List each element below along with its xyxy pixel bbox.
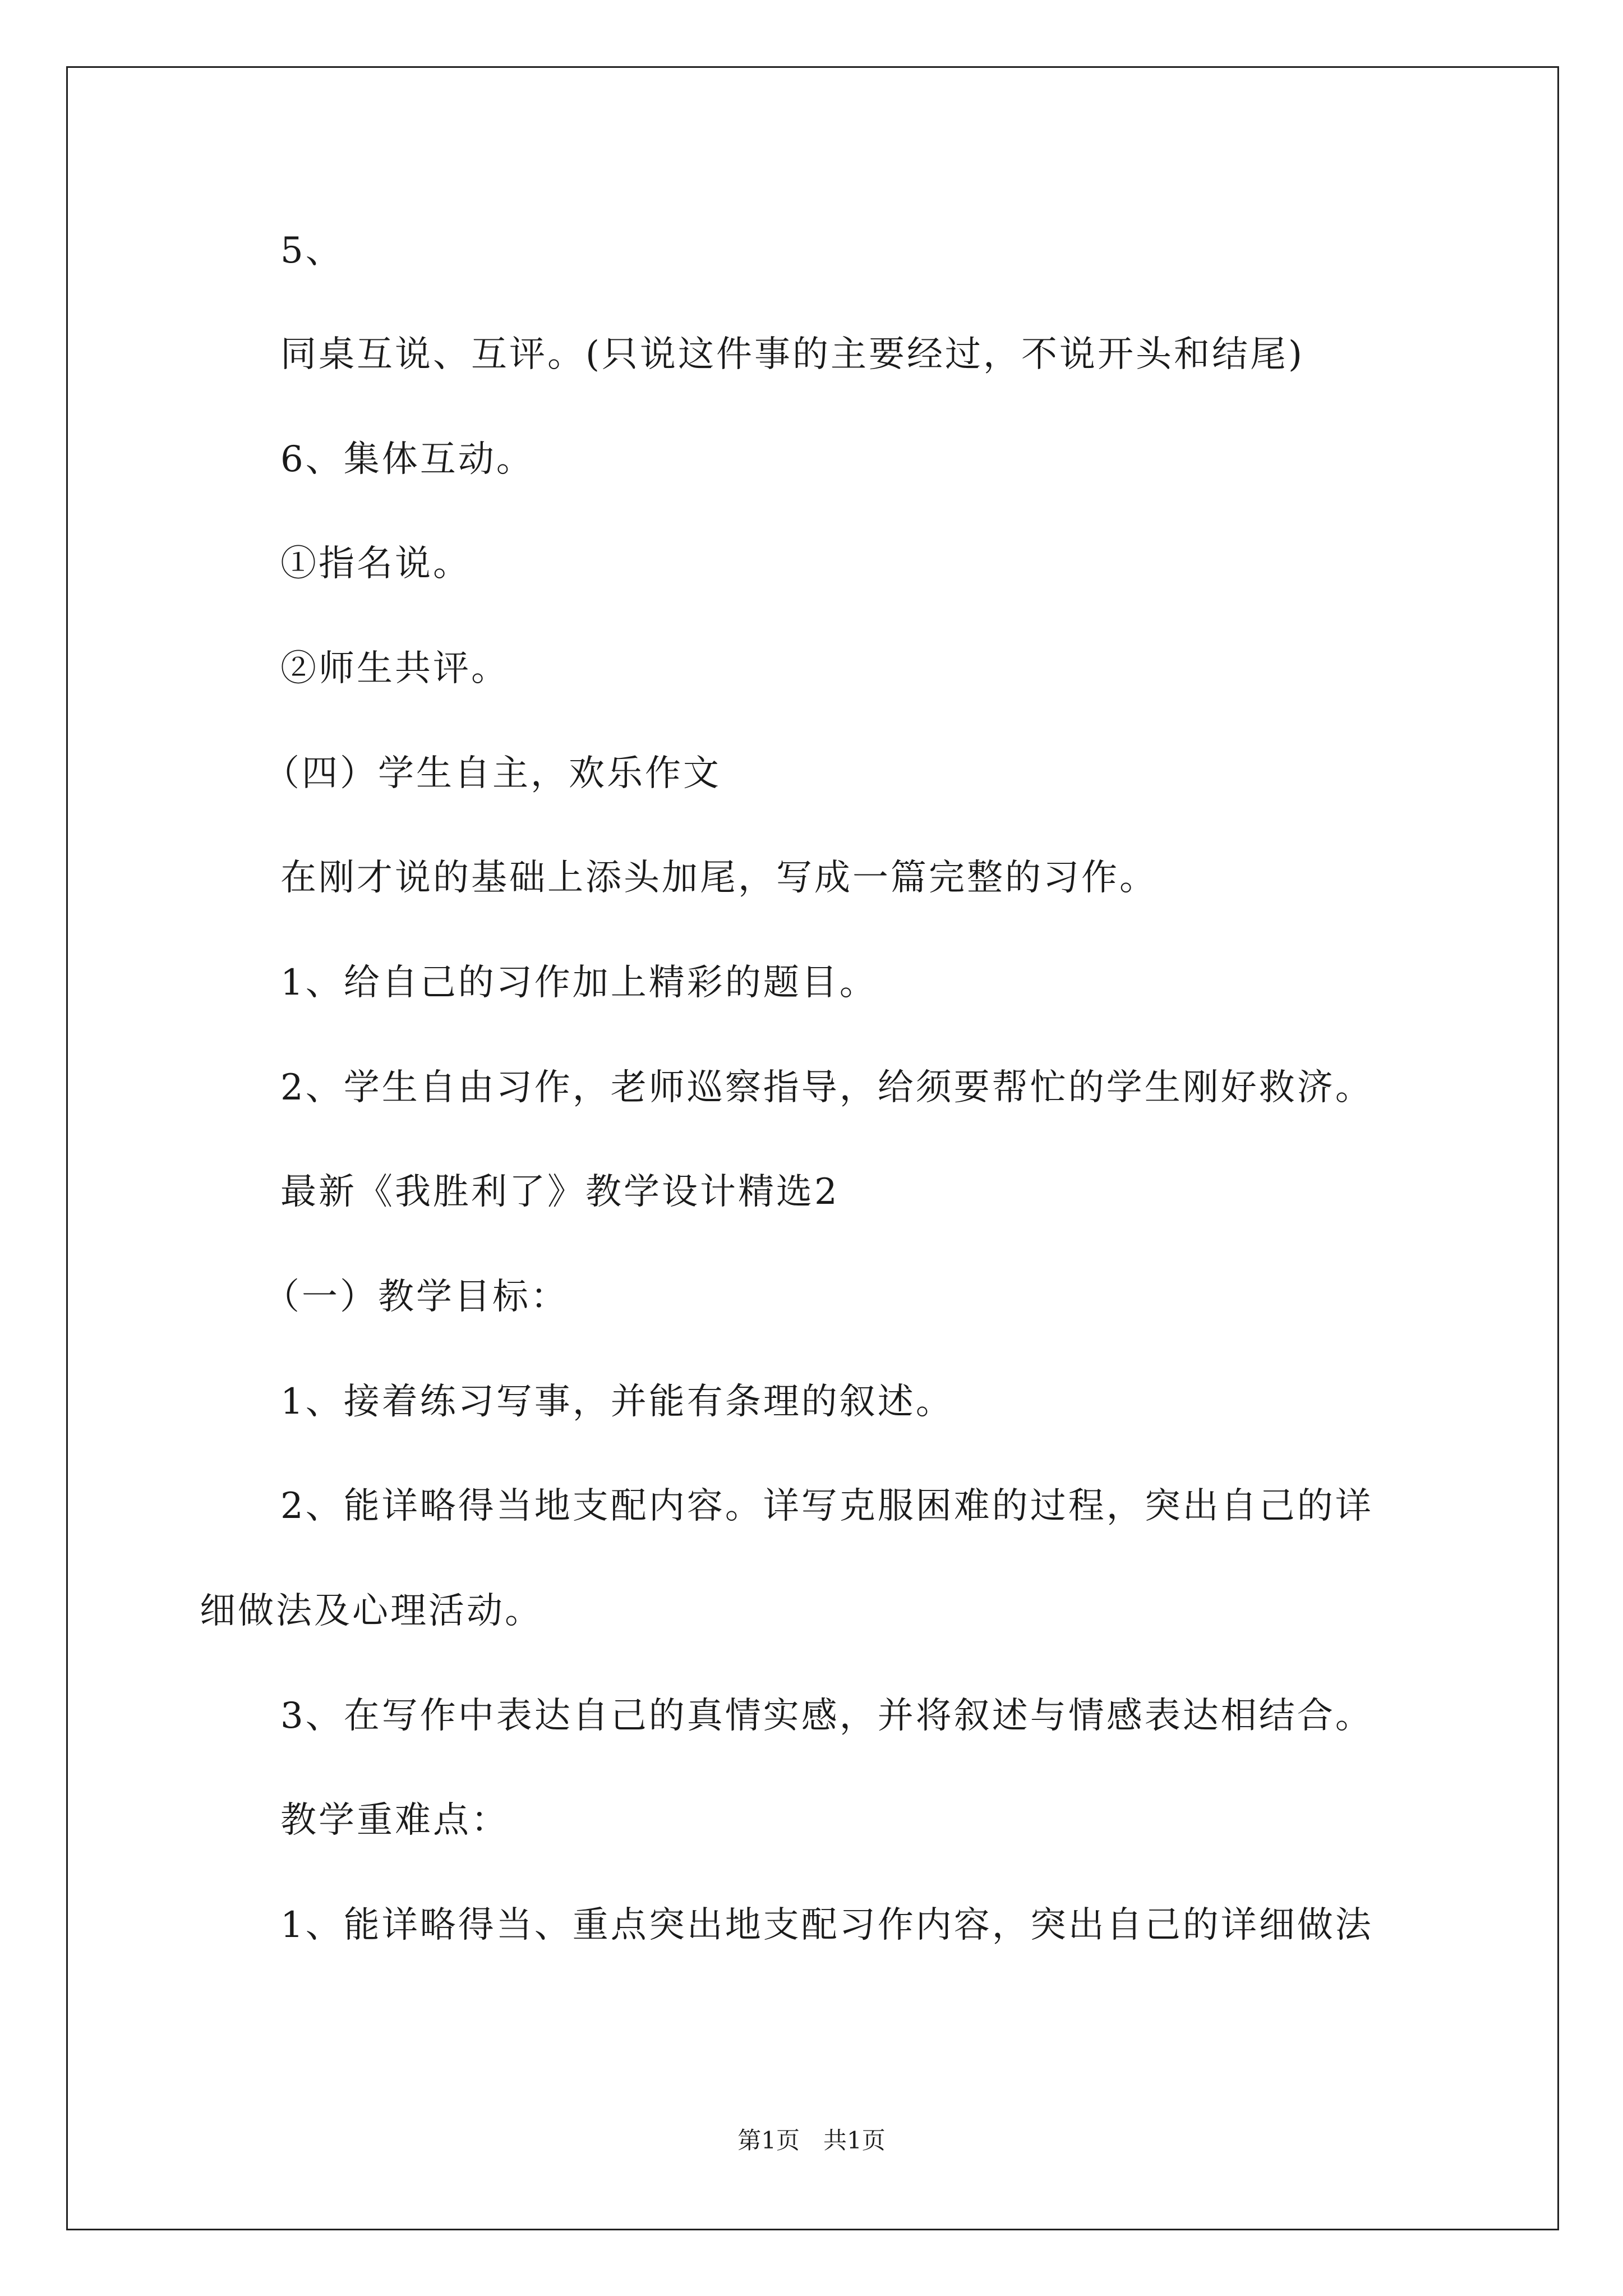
text-line: 在刚才说的基础上添头加尾，写成一篇完整的习作。	[280, 857, 1158, 899]
text-line: 1、给自己的习作加上精彩的题目。	[280, 962, 878, 1004]
text-line: 1、能详略得当、重点突出地支配习作内容，突出自己的详细做法	[280, 1904, 1373, 1946]
text-line: ②师生共评。	[280, 648, 509, 689]
text-line: 5、	[280, 230, 344, 272]
text-line: 6、集体互动。	[280, 439, 534, 480]
page-footer: 第1页 共1页	[737, 2127, 886, 2154]
document-subtitle: 最新《我胜利了》教学设计精选2	[280, 1171, 840, 1213]
text-line: ①指名说。	[280, 543, 471, 585]
text-line: 3、在写作中表达自己的真情实感，并将叙述与情感表达相结合。	[280, 1695, 1373, 1737]
text-line: 2、能详略得当地支配内容。详写克服困难的过程，突出自己的详	[280, 1485, 1373, 1527]
text-line: 同桌互说、互评。(只说这件事的主要经过，不说开头和结尾)	[280, 334, 1304, 375]
section-heading: （四）学生自主，欢乐作文	[264, 753, 721, 794]
text-line: 2、学生自由习作，老师巡察指导，给须要帮忙的学生刚好救济。	[280, 1067, 1373, 1108]
section-heading: （一）教学目标：	[264, 1276, 569, 1318]
text-line: 教学重难点：	[280, 1800, 509, 1841]
text-line: 细做法及心理活动。	[200, 1590, 543, 1632]
text-line: 1、接着练习写事，并能有条理的叙述。	[280, 1381, 954, 1423]
